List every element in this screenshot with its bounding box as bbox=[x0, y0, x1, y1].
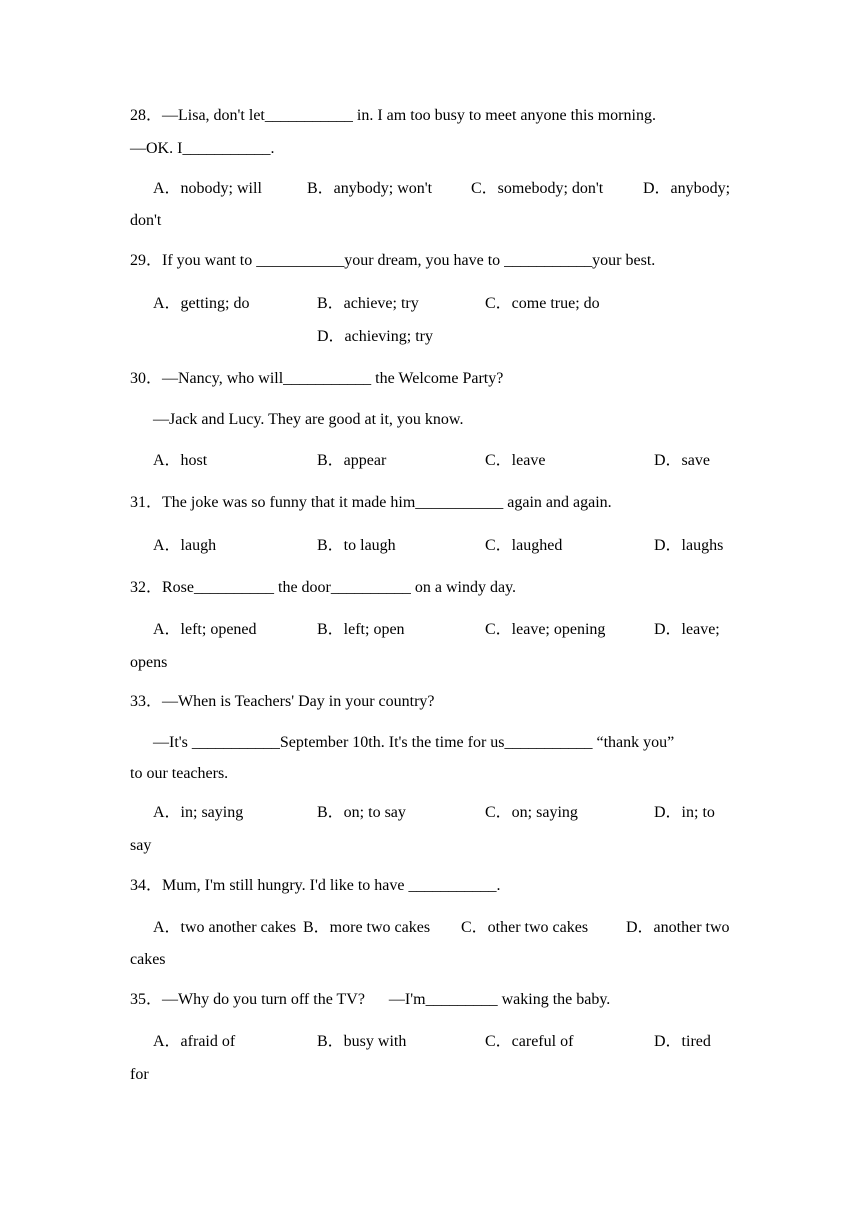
question-31-option-b: B．to laugh bbox=[317, 537, 396, 554]
question-32-option-b: B．left; open bbox=[317, 621, 405, 638]
question-32-option-a: A．left; opened bbox=[153, 621, 257, 638]
question-33-reply: —It's ___________September 10th. It's the time for us___________ “thank you” bbox=[153, 734, 675, 751]
question-29-option-d: D．achieving; try bbox=[317, 328, 433, 345]
question-30-option-c: C．leave bbox=[485, 452, 546, 469]
question-33-option-a: A．in; saying bbox=[153, 804, 244, 821]
question-33-option-c: C．on; saying bbox=[485, 804, 578, 821]
question-35-option-d: D．tired bbox=[654, 1033, 711, 1050]
question-34-option-d: D．another two bbox=[626, 919, 730, 936]
question-31-option-c: C．laughed bbox=[485, 537, 563, 554]
question-34-stem: 34．Mum, I'm still hungry. I'd like to have ___________. bbox=[130, 877, 501, 894]
question-35-option-c: C．careful of bbox=[485, 1033, 574, 1050]
question-28-option-d: D．anybody; bbox=[643, 180, 731, 197]
question-28-stem: 28．—Lisa, don't let___________ in. I am too busy to meet anyone this morning. bbox=[130, 107, 656, 124]
question-34-option-wrap: cakes bbox=[130, 951, 166, 968]
question-30-stem: 30．—Nancy, who will___________ the Welcome Party? bbox=[130, 370, 504, 387]
question-32-stem: 32．Rose__________ the door__________ on a windy day. bbox=[130, 579, 517, 596]
question-33-option-d: D．in; to bbox=[654, 804, 715, 821]
question-32-option-wrap: opens bbox=[130, 654, 168, 671]
question-31-stem: 31．The joke was so funny that it made him___________ again and again. bbox=[130, 494, 612, 511]
question-28-reply: —OK. I___________. bbox=[130, 140, 275, 157]
question-28-option-b: B．anybody; won't bbox=[307, 180, 433, 197]
question-30-reply: —Jack and Lucy. They are good at it, you know. bbox=[153, 411, 464, 428]
question-30-option-a: A．host bbox=[153, 452, 208, 469]
question-33-reply-wrap: to our teachers. bbox=[130, 765, 229, 782]
question-35-stem: 35．—Why do you turn off the TV? —I'm_________ waking the baby. bbox=[130, 991, 611, 1008]
question-29-option-b: B．achieve; try bbox=[317, 295, 419, 312]
question-33-stem: 33．—When is Teachers' Day in your country? bbox=[130, 693, 435, 710]
question-29-option-a: A．getting; do bbox=[153, 295, 250, 312]
question-29-stem: 29．If you want to ___________your dream, you have to ___________your best. bbox=[130, 252, 656, 269]
question-28-option-wrap: don't bbox=[130, 212, 162, 229]
question-29-option-c: C．come true; do bbox=[485, 295, 600, 312]
question-31-option-d: D．laughs bbox=[654, 537, 724, 554]
question-31-option-a: A．laugh bbox=[153, 537, 217, 554]
question-30-option-d: D．save bbox=[654, 452, 710, 469]
question-34-option-c: C．other two cakes bbox=[461, 919, 589, 936]
question-35-option-a: A．afraid of bbox=[153, 1033, 236, 1050]
question-34-option-a: A．two another cakes bbox=[153, 919, 297, 936]
question-33-option-b: B．on; to say bbox=[317, 804, 406, 821]
question-35-option-wrap: for bbox=[130, 1066, 149, 1083]
question-28-option-a: A．nobody; will bbox=[153, 180, 262, 197]
question-34-option-b: B．more two cakes bbox=[303, 919, 431, 936]
question-30-option-b: B．appear bbox=[317, 452, 387, 469]
question-33-option-wrap: say bbox=[130, 837, 152, 854]
question-32-option-c: C．leave; opening bbox=[485, 621, 606, 638]
question-28-option-c: C．somebody; don't bbox=[471, 180, 604, 197]
question-35-option-b: B．busy with bbox=[317, 1033, 407, 1050]
question-32-option-d: D．leave; bbox=[654, 621, 720, 638]
